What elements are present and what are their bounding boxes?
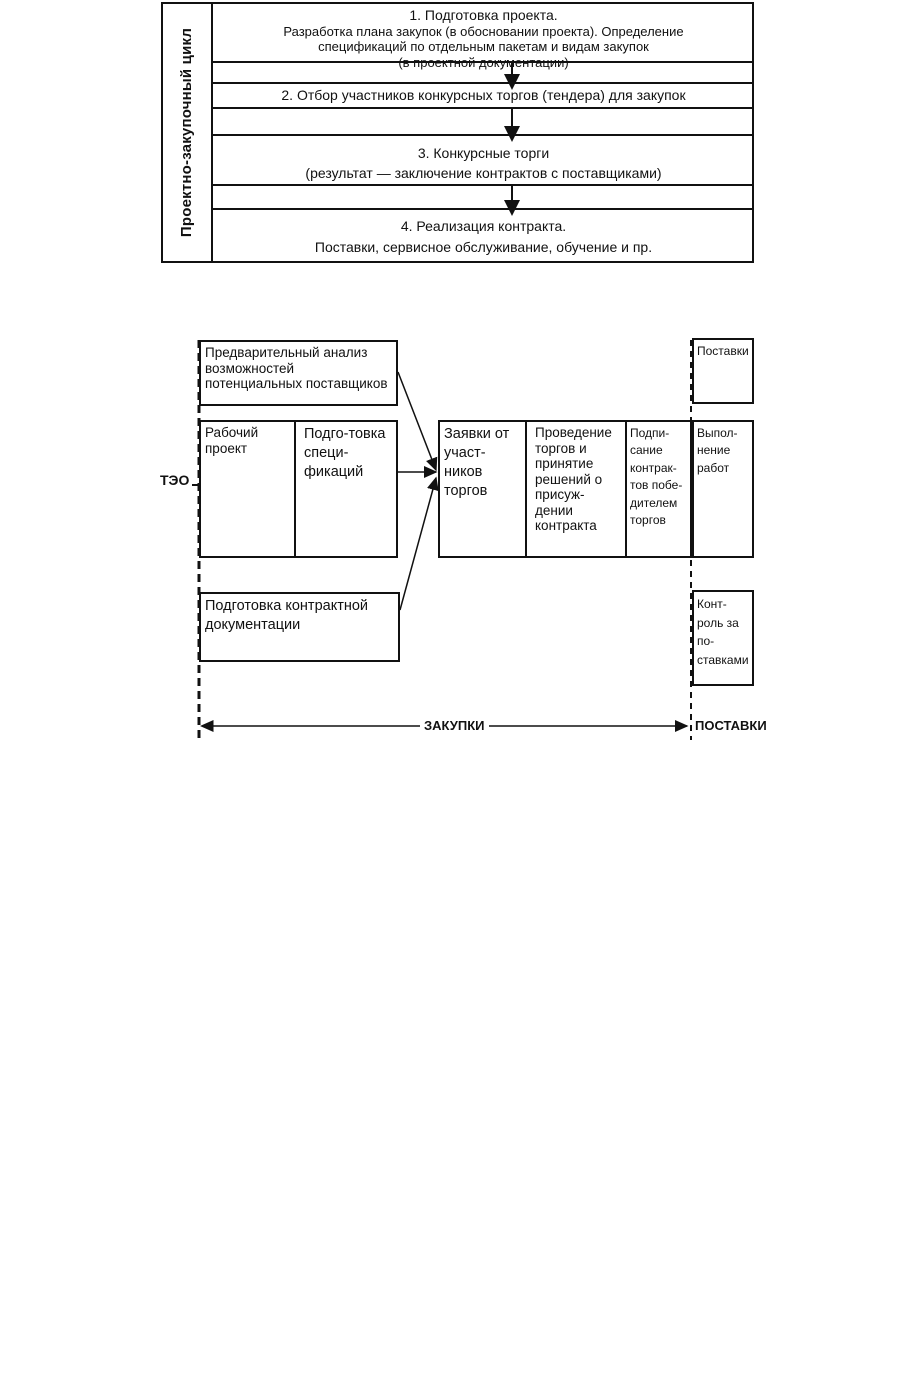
stage-4-line-2: Поставки, сервисное обслуживание, обучение и пр. (314, 239, 653, 255)
cycle-label-text: Проектно-закупочный цикл (178, 27, 196, 238)
arrow-docs-to-bids (400, 478, 436, 610)
stage-1-title: 1. Подготовка проекта. (409, 7, 558, 23)
postavki-label: ПОСТАВКИ (695, 718, 767, 733)
top-arrows (0, 0, 912, 300)
tender-decision-text: Проведение торгов и принятие решений о присуж-дении контракта (535, 425, 612, 534)
zakupki-label: ЗАКУПКИ (420, 718, 489, 733)
spec-prep-box (294, 420, 398, 558)
arrow-prelim-to-bids (398, 372, 436, 470)
work-execution-box (692, 420, 754, 558)
prelim-analysis-box (199, 340, 398, 406)
contract-docs-box (199, 592, 400, 662)
working-project-text: Рабочий проект (205, 425, 259, 456)
stage-1-line-2: Разработка плана закупок (в обосновании проекта). Определение (283, 23, 684, 39)
deliveries-box (692, 338, 754, 404)
stage-1-line-3: спецификаций по отдельным пакетам и видам закупок (318, 39, 649, 55)
signing-text: Подпи-сание контрак-тов побе-дителем торгов (630, 426, 683, 527)
stage-4-title: 4. Реализация контракта. (400, 218, 567, 234)
bids-text: Заявки от участ-ников торгов (444, 426, 510, 499)
work-execution-text: Выпол-нение работ (697, 426, 738, 475)
spec-prep-text: Подго-товка специ-фикаций (304, 426, 386, 480)
delivery-control-text: Конт-роль за по-ставками (697, 597, 749, 667)
delivery-control-box (692, 590, 754, 686)
deliveries-text: Поставки (697, 344, 749, 358)
working-project-box (199, 420, 296, 558)
bids-box (438, 420, 527, 558)
stage-3-title: 3. Конкурсные торги (417, 145, 550, 161)
prelim-analysis-text: Предварительный анализ возможностей потенциальных поставщиков (205, 345, 388, 392)
stage-1-line-4: (в проектной документации) (398, 54, 569, 70)
stage-3-line-2: (результат — заключение контрактов с поставщиками) (305, 165, 662, 182)
signing-box (625, 420, 692, 558)
contract-docs-text: Подготовка контрактной документации (205, 598, 369, 633)
stage-2-title: 2. Отбор участников конкурсных торгов (тендера) для закупок (281, 87, 686, 103)
tender-decision-box (525, 420, 627, 558)
teo-label: ТЭО (160, 472, 190, 488)
